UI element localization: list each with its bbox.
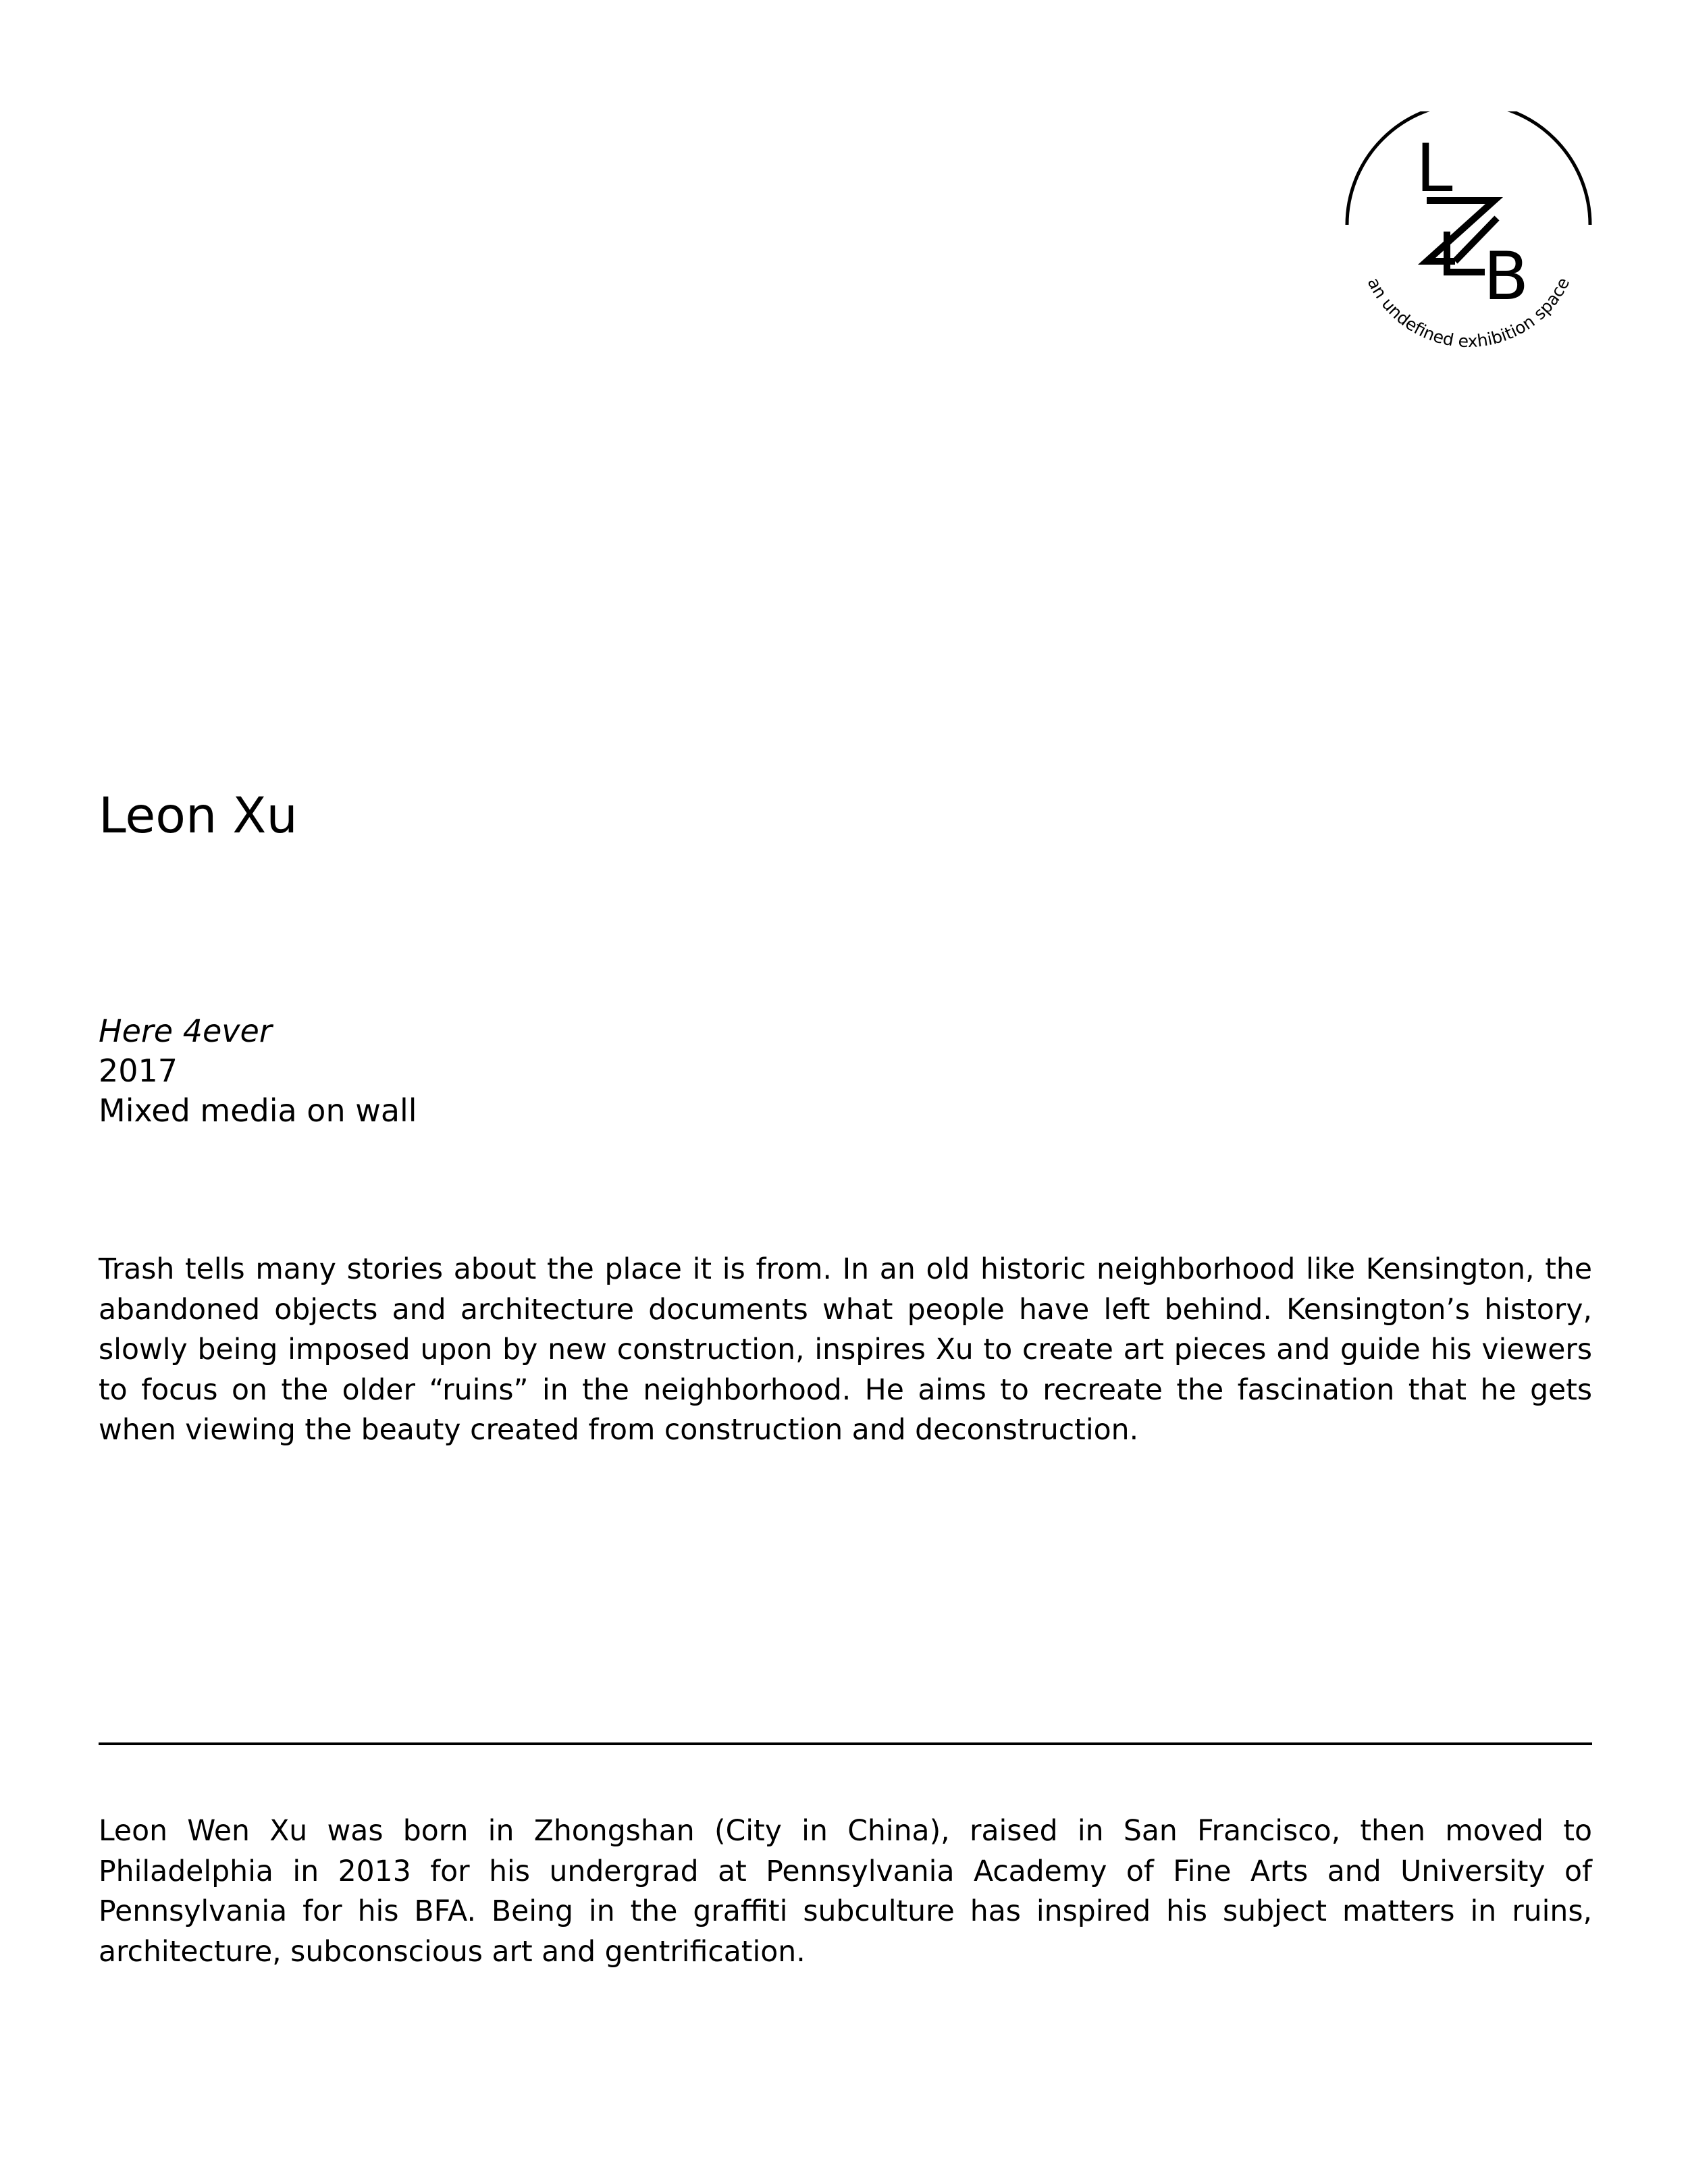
artist-name: Leon Xu <box>99 787 298 845</box>
work-description: Trash tells many stories about the place it is from. In an old historic neighborhood like Kensington, the abandoned objects and architecture documents what people have left behind. Kensington’s history, slowly being imposed upon by new construction, inspires Xu to create art pieces and guide his viewers to focus on the older “ruins” in the neighborhood. He aims to recreate the fascination that he gets when viewing the beauty created from construction and deconstruction. <box>99 1253 1592 1447</box>
logo-letter-b: B <box>1483 238 1529 315</box>
section-divider <box>99 1742 1592 1745</box>
logo-mark-icon <box>1340 111 1597 368</box>
work-year: 2017 <box>99 1053 178 1089</box>
work-info <box>99 1011 417 1131</box>
gallery-logo <box>1340 111 1597 368</box>
work-title: Here 4ever <box>99 1013 272 1049</box>
logo-arc <box>1347 111 1590 225</box>
artist-bio: Leon Wen Xu was born in Zhongshan (City in China), raised in San Francisco, then moved to Philadelphia in 2013 for his undergrad at Pennsylvania Academy of Fine Arts and University of Pennsylvania for his BFA. Being in the graffiti subculture has inspired his subject matters in ruins, architecture, subconscious art and gentrification. <box>99 1815 1592 1969</box>
logo-tagline: an undefined exhibition space <box>1363 274 1574 352</box>
work-medium: Mixed media on wall <box>99 1092 417 1129</box>
logo-letter-l: L <box>1416 130 1453 207</box>
